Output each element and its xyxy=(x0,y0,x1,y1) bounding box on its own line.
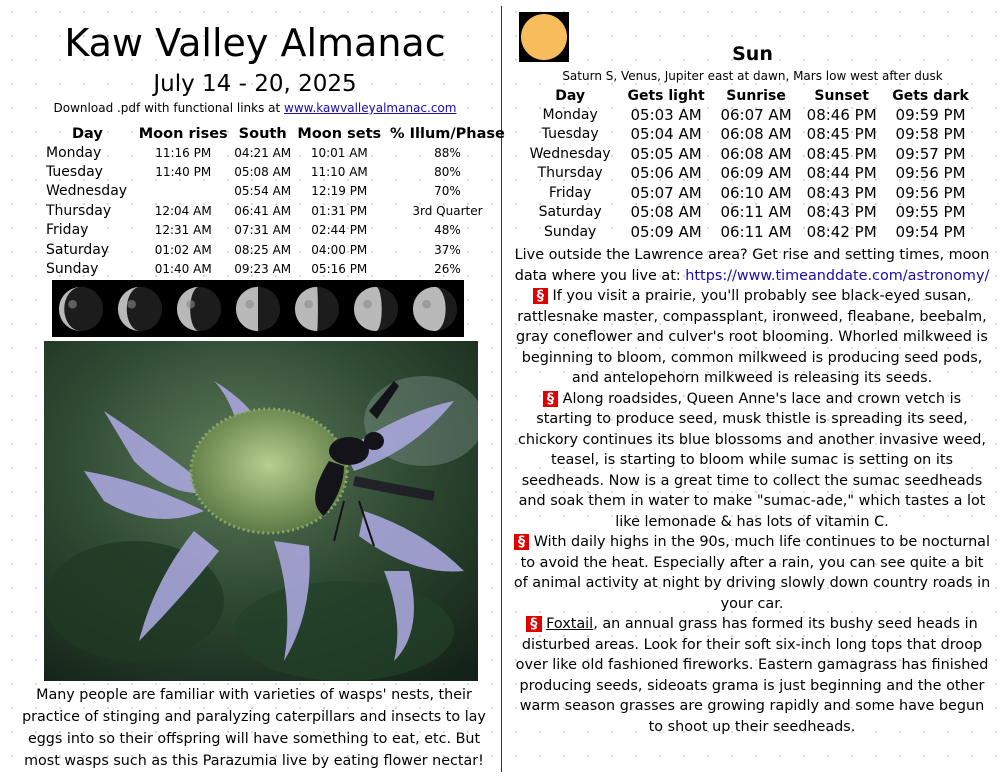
moon-cell-south: 05:54 AM xyxy=(234,184,292,199)
moon-header-illum: % Illum/Phase xyxy=(390,125,505,142)
moon-cell-south: 05:08 AM xyxy=(234,165,292,180)
moon-cell-set: 04:00 PM xyxy=(311,242,368,257)
sun-cell-dark: 09:58 PM xyxy=(895,125,966,144)
sun-table xyxy=(521,86,977,242)
sun-cell-set: 08:45 PM xyxy=(806,125,877,144)
moon-cell-set: 10:01 AM xyxy=(310,145,368,160)
outside-area-note xyxy=(513,245,991,286)
section-mark: § xyxy=(533,288,548,304)
wasp-on-beebalm-image xyxy=(44,341,478,681)
sun-cell-dark: 09:59 PM xyxy=(895,105,966,124)
moon-cell-day: Friday xyxy=(46,222,89,239)
moon-cell-illum: 48% xyxy=(434,223,461,238)
moon-cell-day: Monday xyxy=(46,144,102,161)
sun-cell-dark: 09:54 PM xyxy=(895,222,966,241)
sun-cell-light: 05:09 AM xyxy=(630,222,702,241)
moon-cell-day: Tuesday xyxy=(46,164,103,181)
sun-header-set: Sunset xyxy=(814,87,869,104)
outside-area-text: Live outside the Lawrence area? Get rise and setting times, moon data where you live at: xyxy=(514,247,990,284)
sun-cell-light: 05:04 AM xyxy=(630,125,702,144)
moon-phase-image xyxy=(170,280,229,337)
sun-cell-light: 05:06 AM xyxy=(630,164,702,183)
sun-cell-set: 08:46 PM xyxy=(806,105,877,124)
sun-row-tuesday xyxy=(521,125,977,145)
right-column xyxy=(505,0,1000,777)
column-divider xyxy=(501,6,502,772)
moon-cell-set: 05:16 PM xyxy=(311,262,368,277)
roadside-paragraph xyxy=(513,389,991,533)
moon-cell-illum: 70% xyxy=(434,184,461,199)
moon-cell-south: 04:21 AM xyxy=(234,145,292,160)
moon-row-saturday xyxy=(40,240,510,259)
moon-cell-rise: 12:04 AM xyxy=(154,203,212,218)
sun-cell-light: 05:08 AM xyxy=(630,203,702,222)
nocturnal-text: With daily highs in the 90s, much life continues to be nocturnal to avoid the heat. Especially after a rain, you can see quite a bit of animal activity at night by driving slowly down country roads in your car. xyxy=(513,534,991,612)
moon-cell-rise: 12:31 AM xyxy=(154,223,212,238)
moon-header-south: South xyxy=(238,125,287,142)
sun-cell-light: 05:03 AM xyxy=(630,105,702,124)
page-title: Kaw Valley Almanac xyxy=(64,21,446,65)
planets-line: Saturn S, Venus, Jupiter east at dawn, Mars low west after dusk xyxy=(562,69,943,83)
moon-cell-illum: 3rd Quarter xyxy=(412,203,483,218)
moon-row-tuesday xyxy=(40,162,510,181)
sun-cell-light: 05:05 AM xyxy=(630,144,702,163)
roadside-text: Along roadsides, Queen Anne's lace and crown vetch is starting to produce seed, musk thistle is spreading its seed, chickory continues its blue blossoms and another invasive weed, teasel, is starting to bloom while sumac is setting on its seedheads. Now is a great time to collect the sumac seedheads and soak them in water to make "sumac-ade," which tastes a lot like lemonade & has lots of vitamin C. xyxy=(517,390,987,530)
moon-cell-illum: 37% xyxy=(434,242,461,257)
moon-phase-image xyxy=(405,280,464,337)
sun-cell-dark: 09:57 PM xyxy=(895,144,966,163)
wasp-photo xyxy=(44,341,478,681)
moon-cell-rise: 01:02 AM xyxy=(154,242,212,257)
moon-row-wednesday xyxy=(40,182,510,201)
timeanddate-link[interactable]: https://www.timeanddate.com/astronomy/ xyxy=(685,267,990,284)
sun-header-rise: Sunrise xyxy=(726,87,786,104)
sun-row-saturday xyxy=(521,203,977,223)
moon-phase-image xyxy=(346,280,405,337)
moon-cell-illum: 80% xyxy=(434,165,461,180)
download-line xyxy=(0,100,510,116)
sun-cell-day: Sunday xyxy=(543,223,597,240)
sun-cell-set: 08:43 PM xyxy=(806,203,877,222)
nocturnal-paragraph xyxy=(513,532,991,614)
download-link[interactable]: www.kawvalleyalmanac.com xyxy=(284,101,457,115)
moon-table xyxy=(40,124,510,279)
moon-cell-rise xyxy=(135,182,232,201)
moon-cell-south: 09:23 AM xyxy=(234,262,292,277)
sun-cell-day: Wednesday xyxy=(529,145,611,162)
sun-row-thursday xyxy=(521,164,977,184)
moon-header-set: Moon sets xyxy=(297,125,382,142)
prairie-text: If you visit a prairie, you'll probably see black-eyed susan, rattlesnake master, compassplant, ironweed, fleabane, beebalm, gray coneflower and culver's root blooming. Whorled milkweed is beginning to bloom, common milkweed is producing seed pods, and antelopehorn milkweed is releasing its seeds. xyxy=(516,288,988,386)
moon-cell-day: Wednesday xyxy=(46,183,128,200)
moon-cell-illum: 26% xyxy=(434,262,461,277)
section-mark: § xyxy=(514,534,529,550)
sun-row-monday xyxy=(521,105,977,125)
moon-cell-south: 06:41 AM xyxy=(234,203,292,218)
moon-cell-day: Thursday xyxy=(46,202,112,219)
sun-cell-rise: 06:11 AM xyxy=(720,222,792,241)
sun-heading: Sun xyxy=(732,43,773,65)
sun-cell-rise: 06:08 AM xyxy=(720,125,792,144)
moon-cell-day: Saturday xyxy=(46,241,110,258)
moon-header-rise: Moon rises xyxy=(138,125,228,142)
moon-header-day: Day xyxy=(71,125,103,142)
section-mark: § xyxy=(526,616,541,632)
sun-cell-rise: 06:10 AM xyxy=(720,183,792,202)
moon-cell-rise: 11:16 PM xyxy=(155,145,212,160)
prairie-paragraph xyxy=(513,286,991,389)
grass-paragraph xyxy=(513,614,991,737)
sun-cell-dark: 09:56 PM xyxy=(895,164,966,183)
moon-cell-south: 08:25 AM xyxy=(234,242,292,257)
moon-cell-set: 01:31 PM xyxy=(311,203,368,218)
moon-phase-image xyxy=(287,280,346,337)
sun-cell-set: 08:44 PM xyxy=(806,164,877,183)
moon-cell-rise: 11:40 PM xyxy=(155,165,212,180)
grass-text: , an annual grass has formed its bushy seed heads in disturbed areas. Look for their soft six-inch long tops that droop over like old fashioned fireworks. Eastern gamagrass has finished producing seeds, sideoats grama is just beginning and the other warm season grasses are growing rapidly and some have begun to shoot up their seedheads. xyxy=(515,616,989,735)
sun-cell-dark: 09:55 PM xyxy=(895,203,966,222)
moon-cell-set: 12:19 PM xyxy=(311,184,368,199)
moon-phase-image xyxy=(229,280,288,337)
sun-row-friday xyxy=(521,183,977,203)
sun-row-wednesday xyxy=(521,144,977,164)
moon-cell-rise: 01:40 AM xyxy=(154,262,212,277)
moon-row-monday xyxy=(40,143,510,162)
moon-cell-day: Sunday xyxy=(46,261,99,278)
sun-cell-day: Saturday xyxy=(538,204,602,221)
sun-cell-rise: 06:08 AM xyxy=(720,144,792,163)
sun-cell-set: 08:45 PM xyxy=(806,144,877,163)
moon-cell-south: 07:31 AM xyxy=(234,223,292,238)
sun-cell-day: Thursday xyxy=(537,165,603,182)
sun-header-day: Day xyxy=(555,87,586,104)
sun-cell-day: Tuesday xyxy=(541,126,599,143)
moon-phase-strip xyxy=(52,280,464,337)
foxtail-word: Foxtail xyxy=(546,616,594,632)
sun-cell-light: 05:07 AM xyxy=(630,183,702,202)
sun-cell-rise: 06:11 AM xyxy=(720,203,792,222)
date-range: July 14 - 20, 2025 xyxy=(153,71,357,97)
sun-header-dark: Gets dark xyxy=(892,87,969,104)
photo-caption: Many people are familiar with varieties of wasps' nests, their practice of stinging and paralyzing caterpillars and insects to lay eggs into so their offspring will have something to eat, etc. But most wasps such as this Parazumia live by eating flower nectar! xyxy=(22,687,486,769)
download-text: Download .pdf with functional links at xyxy=(53,101,285,115)
moon-phase-image xyxy=(111,280,170,337)
section-mark: § xyxy=(543,391,558,407)
sun-row-sunday xyxy=(521,222,977,242)
sun-cell-day: Monday xyxy=(542,106,598,123)
moon-cell-set: 02:44 PM xyxy=(311,223,368,238)
sun-cell-dark: 09:56 PM xyxy=(895,183,966,202)
moon-cell-set: 11:10 AM xyxy=(310,165,368,180)
sun-cell-day: Friday xyxy=(548,184,592,201)
sun-cell-rise: 06:09 AM xyxy=(720,164,792,183)
almanac-notes xyxy=(513,245,991,737)
sun-cell-set: 08:43 PM xyxy=(806,183,877,202)
moon-cell-illum: 88% xyxy=(434,145,461,160)
moon-row-thursday xyxy=(40,201,510,220)
sun-cell-rise: 06:07 AM xyxy=(720,105,792,124)
moon-row-sunday xyxy=(40,259,510,278)
moon-phase-image xyxy=(52,280,111,337)
sun-header-light: Gets light xyxy=(627,87,705,104)
moon-row-friday xyxy=(40,221,510,240)
sun-cell-set: 08:42 PM xyxy=(806,222,877,241)
